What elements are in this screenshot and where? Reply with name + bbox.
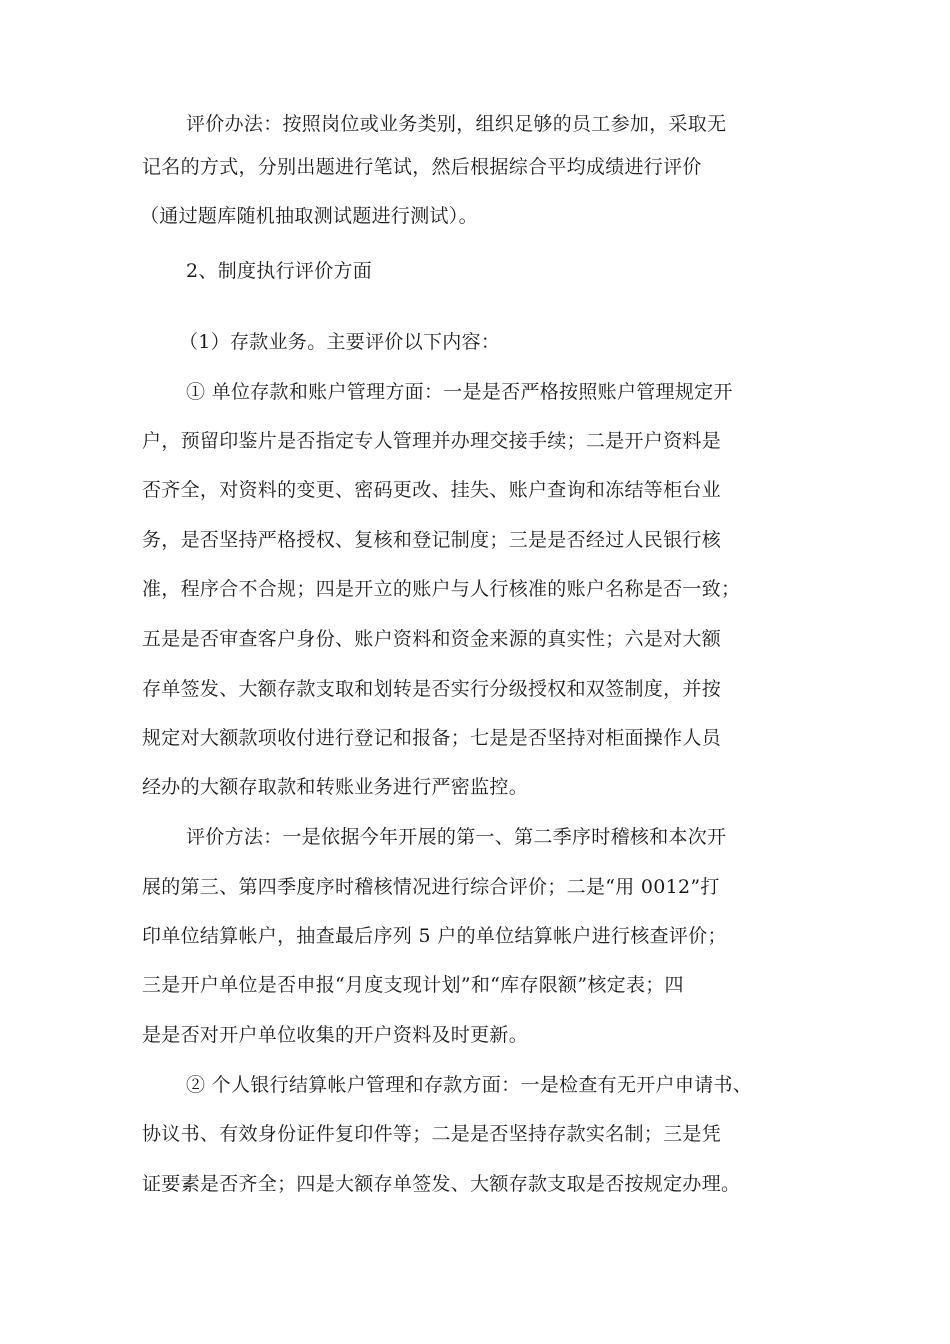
text-line: 户，预留印鉴片是否指定专人管理并办理交接手续；二是开户资料是	[142, 430, 722, 452]
text-line: 三是开户单位是否申报“月度支现计划”和“库存限额”核定表；四	[142, 974, 684, 996]
text-line: 是是否对开户单位收集的开户资料及时更新。	[142, 1024, 529, 1046]
text-line: ① 单位存款和账户管理方面：一是是否严格按照账户管理规定开	[186, 381, 733, 403]
text-line: ② 个人银行结算帐户管理和存款方面：一是检查有无开户申请书、	[186, 1074, 753, 1096]
text-line: 规定对大额款项收付进行登记和报备；七是是否坚持对柜面操作人员	[142, 727, 722, 749]
text-line: 协议书、有效身份证件复印件等；二是是否坚持存款实名制；三是凭	[142, 1123, 722, 1145]
text-line: 否齐全，对资料的变更、密码更改、挂失、账户查询和冻结等柜台业	[142, 479, 722, 501]
subsection-heading: （1）存款业务。主要评价以下内容：	[179, 331, 501, 353]
text-line: 存单签发、大额存款支取和划转是否实行分级授权和双签制度，并按	[142, 678, 722, 700]
text-line: 准，程序合不合规；四是开立的账户与人行核准的账户名称是否一致；	[142, 578, 741, 600]
text-line: （通过题库随机抽取测试题进行测试）。	[140, 205, 478, 227]
text-line: 印单位结算帐户，抽查最后序列 5 户的单位结算帐户进行核查评价；	[142, 925, 727, 947]
text-line: 证要素是否齐全；四是大额存单签发、大额存款支取是否按规定办理。	[142, 1173, 741, 1195]
text-line: 评价方法：一是依据今年开展的第一、第二季序时稽核和本次开	[186, 826, 727, 848]
text-line: 五是是否审查客户身份、账户资料和资金来源的真实性；六是对大额	[142, 628, 722, 650]
section-heading: 2、制度执行评价方面	[186, 260, 373, 282]
text-line: 记名的方式，分别出题进行笔试，然后根据综合平均成绩进行评价	[142, 156, 702, 178]
text-line: 经办的大额存取款和转账业务进行严密监控。	[142, 776, 529, 798]
text-line: 评价办法：按照岗位或业务类别，组织足够的员工参加，采取无	[186, 113, 727, 135]
text-line: 展的第三、第四季度序时稽核情况进行综合评价；二是“用 0012”打	[142, 876, 720, 898]
text-line: 务，是否坚持严格授权、复核和登记制度；三是是否经过人民银行核	[142, 529, 722, 551]
